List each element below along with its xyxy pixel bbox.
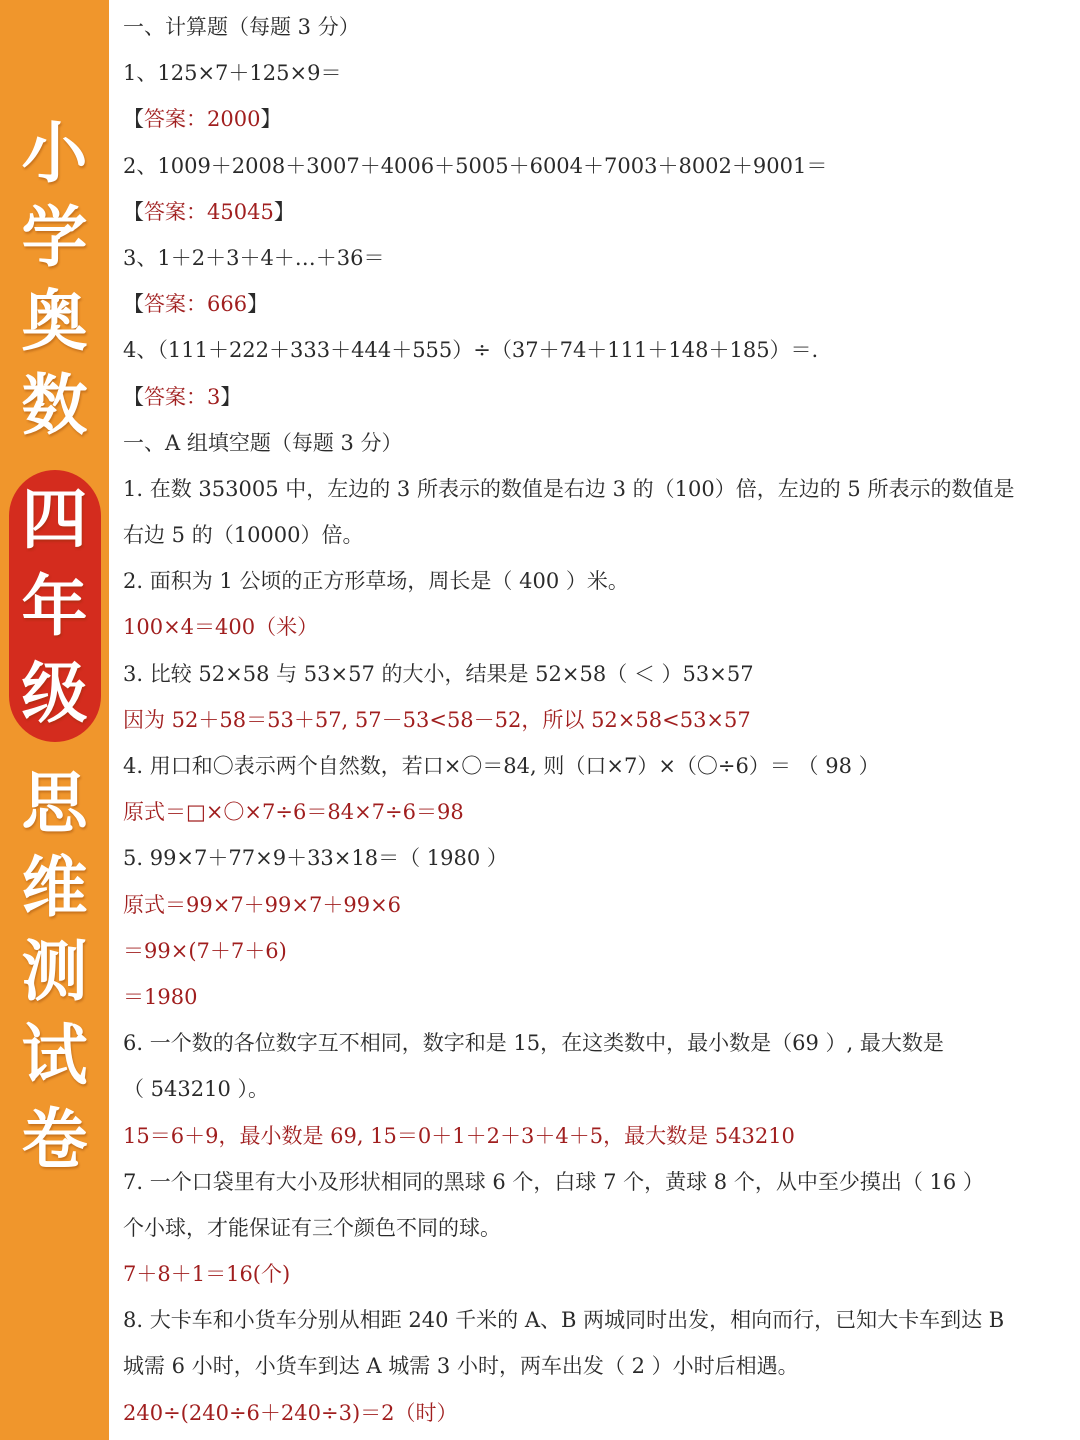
- question-line: 右边 5 的（10000）倍。: [123, 523, 364, 548]
- question-line: 2、1009＋2008＋3007＋4006＋5005＋6004＋7003＋8002＋9001＝: [123, 153, 828, 178]
- solution-line: ＝1980: [123, 984, 198, 1009]
- question-line: 3、1＋2＋3＋4＋…＋36＝: [123, 245, 385, 270]
- title-char: 卷: [21, 1101, 88, 1178]
- question-line: 8. 大卡车和小货车分别从相距 240 千米的 A、B 两城同时出发，相向而行，已知大卡车到达 B: [123, 1308, 1005, 1333]
- grade-char: 年: [21, 568, 88, 645]
- question-line: 1. 在数 353005 中，左边的 3 所表示的数值是右边 3 的（100）倍，左边的 5 所表示的数值是: [123, 476, 1015, 501]
- question-line: 一、A 组填空题（每题 3 分）: [123, 430, 403, 455]
- grade-char: 四: [21, 481, 88, 558]
- question-line: 4、（111＋222＋333＋444＋555）÷（37＋74＋111＋148＋185）＝.: [123, 338, 819, 363]
- question-line: （ 543210 ）。: [123, 1077, 270, 1102]
- title-char: 测: [21, 933, 88, 1010]
- grade-char: 级: [21, 655, 88, 732]
- solution-line: 7＋8＋1＝16(个): [123, 1262, 291, 1287]
- title-char: 数: [21, 367, 88, 444]
- question-line: 6. 一个数的各位数字互不相同，数字和是 15，在这类数中，最小数是（69 ）, 最大数是: [123, 1031, 944, 1056]
- question-line: 4. 用口和〇表示两个自然数，若口×〇＝84, 则（口×7）×（〇÷6）＝ （ 98 ）: [123, 754, 880, 778]
- grade-badge: [9, 470, 101, 742]
- solution-line: 因为 52＋58＝53＋57, 57－53<58－52，所以 52×58<53×57: [123, 707, 751, 732]
- title-thinking-test: [0, 762, 109, 1182]
- question-line: 1、125×7＋125×9＝: [123, 61, 342, 86]
- worksheet-content: [123, 4, 1074, 1436]
- answer-line: 【答案：2000】: [123, 107, 282, 132]
- solution-line: 240÷(240÷6＋240÷3)＝2（时）: [123, 1400, 458, 1425]
- question-line: 3. 比较 52×58 与 53×57 的大小，结果是 52×58（ ＜ ）53×57: [123, 661, 754, 686]
- title-char: 小: [21, 115, 88, 192]
- question-line: 一、计算题（每题 3 分）: [123, 15, 360, 39]
- answer-line: 【答案：45045】: [123, 199, 295, 224]
- title-olympiad-math: [0, 112, 109, 448]
- answer-line: 【答案：666】: [123, 292, 269, 317]
- title-char: 维: [21, 849, 88, 926]
- sidebar-banner: [0, 0, 109, 1440]
- solution-line: ＝99×(7＋7＋6): [123, 938, 287, 963]
- question-line: 个小球，才能保证有三个颜色不同的球。: [123, 1215, 501, 1240]
- question-line: 7. 一个口袋里有大小及形状相同的黑球 6 个，白球 7 个，黄球 8 个，从中至少摸出（ 16 ）: [123, 1169, 984, 1194]
- solution-line: 原式＝□×〇×7÷6＝84×7÷6＝98: [123, 800, 464, 825]
- solution-line: 100×4＝400（米）: [123, 615, 319, 640]
- solution-line: 15＝6＋9，最小数是 69, 15＝0＋1＋2＋3＋4＋5，最大数是 543210: [123, 1123, 795, 1148]
- question-line: 5. 99×7＋77×9＋33×18＝（ 1980 ）: [123, 846, 508, 871]
- title-char: 学: [21, 199, 88, 276]
- title-char: 试: [21, 1017, 88, 1094]
- question-line: 2. 面积为 1 公顷的正方形草场，周长是（ 400 ）米。: [123, 569, 629, 594]
- question-line: 城需 6 小时，小货车到达 A 城需 3 小时，两车出发（ 2 ）小时后相遇。: [123, 1354, 799, 1379]
- title-char: 奥: [21, 283, 88, 360]
- grade-label: [0, 476, 109, 737]
- title-char: 思: [21, 765, 88, 842]
- solution-line: 原式＝99×7＋99×7＋99×6: [123, 892, 402, 917]
- answer-line: 【答案：3】: [123, 384, 242, 409]
